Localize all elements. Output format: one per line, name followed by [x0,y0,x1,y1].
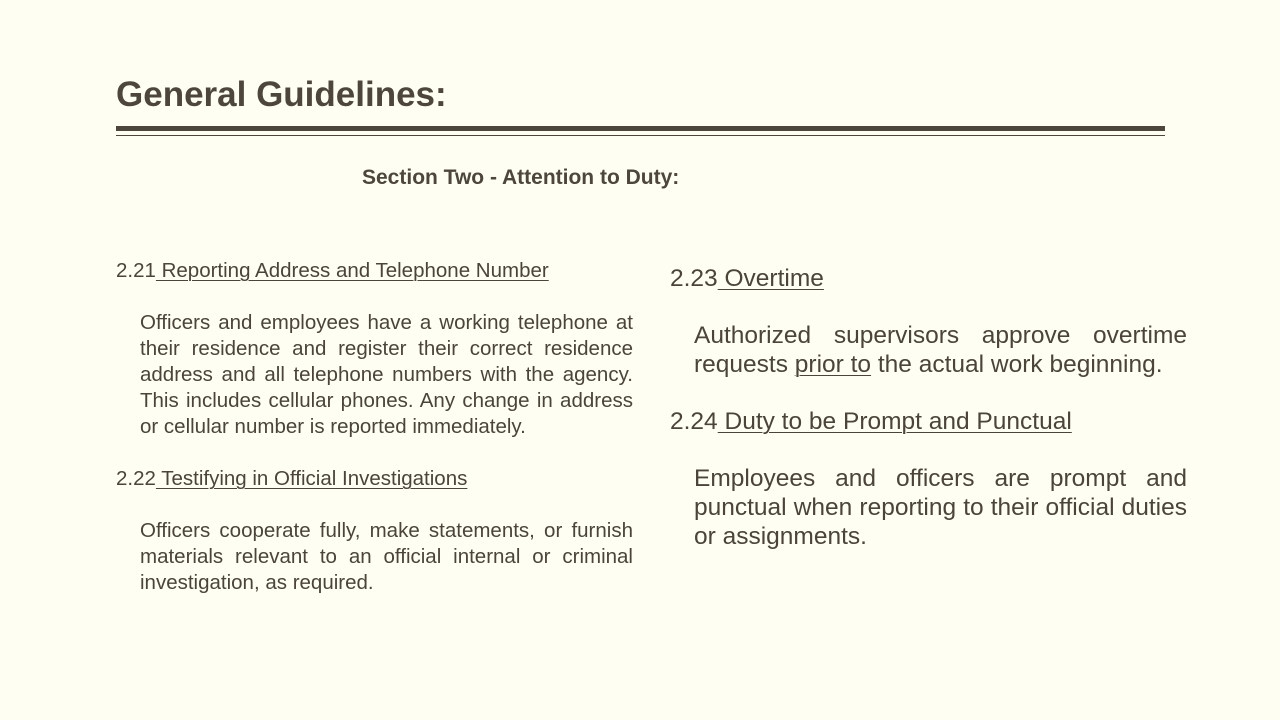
section-2-24-heading [670,406,1187,437]
section-2-21-number: 2.21 [116,259,156,282]
section-2-23-heading [670,263,1187,294]
section-2-21-heading [116,258,633,284]
left-column [116,258,633,596]
section-2-24-title: Duty to be Prompt and Punctual [717,408,1072,435]
section-2-22-heading [116,466,633,492]
section-2-23-number: 2.23 [670,265,718,292]
title-rule-thick [116,126,1165,131]
section-2-23-title: Overtime [717,265,824,292]
title-rule-thin [116,135,1165,136]
right-column [670,263,1187,551]
section-2-22-title: Testifying in Official Investigations [155,467,468,490]
section-2-21-body: Officers and employees have a working telephone at their residence and register their correct residence address and all telephone numbers with the agency. This includes cellular phones. Any change in address or cellular number is reported immediately. [140,311,633,438]
section-2-24-body: Employees and officers are prompt and punctual when reporting to their official duties or assignments. [694,465,1187,550]
section-2-23-body-emphasis: prior to [794,351,872,378]
section-2-24-number: 2.24 [670,408,718,435]
section-2-21-title: Reporting Address and Telephone Number [155,259,549,282]
section-2-23-body [694,321,1187,379]
section-title: Section Two - Attention to Duty: [362,166,680,189]
section-2-22-number: 2.22 [116,467,156,490]
section-2-22-body: Officers cooperate fully, make statements, or furnish materials relevant to an official internal or criminal investigation, as required. [140,519,633,594]
section-2-23-body-end: the actual work beginning. [871,351,1163,378]
section-2-23-body-start: Authorized supervisors approve overtime requests [694,322,1187,378]
slide-title: General Guidelines: [116,75,447,114]
